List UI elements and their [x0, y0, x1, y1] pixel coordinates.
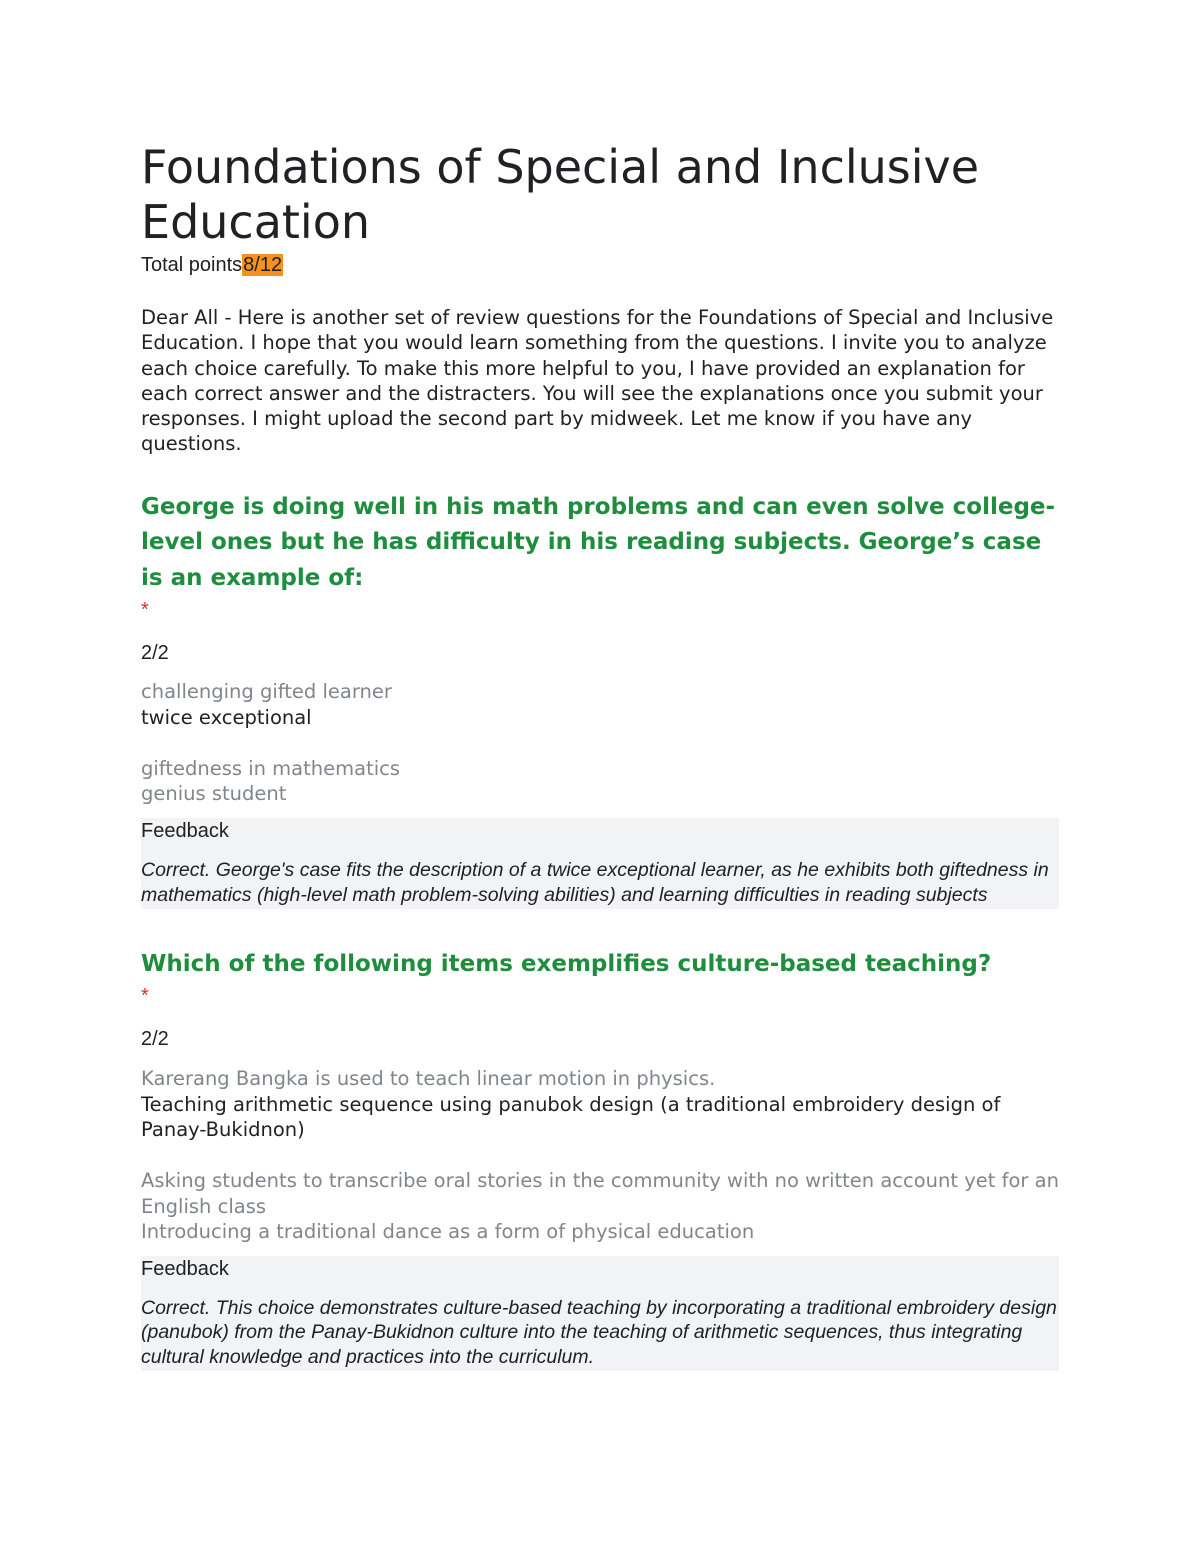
question-2-option-1[interactable]: Karerang Bangka is used to teach linear motion in physics.	[141, 1067, 716, 1091]
required-asterisk: *	[141, 599, 149, 622]
form-page	[141, 140, 1059, 1371]
question-2-feedback	[141, 1256, 1059, 1371]
form-description: Dear All - Here is another set of review questions for the Foundations of Special and Inclusive Education. I hope that you would learn something from the questions. I invite you to analyze each choice carefully. To make this more helpful to you, I have provided an explanation for each correct answer and the distracters. You will see the explanations once you submit your responses. I might upload the second part by midweek. Let me know if you have any questions.	[141, 306, 1054, 456]
question-1-option-1[interactable]: challenging gifted learner	[141, 680, 392, 704]
total-points-label: Total points	[141, 254, 243, 276]
total-points	[141, 253, 1059, 277]
question-1-feedback	[141, 818, 1059, 908]
feedback-text: Correct. This choice demonstrates culture-based teaching by incorporating a traditional embroidery design (panubok) from the Panay-Bukidnon culture into the teaching of arithmetic sequences, thus integrating cultural knowledge and practices into the curriculum.	[141, 1297, 1057, 1368]
question-1-option-4[interactable]: genius student	[141, 782, 287, 806]
form-title-line-1: Foundations of Special and Inclusive	[141, 140, 980, 194]
question-2-option-3[interactable]: Asking students to transcribe oral stories in the community with no written account yet for an English class	[141, 1169, 1059, 1218]
question-2-text: Which of the following items exemplifies culture-based teaching?	[141, 950, 992, 977]
question-1-text: George is doing well in his math problems and can even solve college-level ones but he has difficulty in his reading subjects. George’s case is an example of:	[141, 493, 1056, 591]
question-1-option-2-selected[interactable]: twice exceptional	[141, 705, 312, 729]
feedback-text: Correct. George's case fits the description of a twice exceptional learner, as he exhibits both giftedness in mathematics (high-level math problem-solving abilities) and learning difficulties in reading subjects	[141, 859, 1049, 906]
feedback-label: Feedback	[141, 820, 229, 843]
question-2-option-4[interactable]: Introducing a traditional dance as a form of physical education	[141, 1219, 755, 1243]
question-1-score: 2/2	[141, 642, 169, 665]
form-title-line-2: Education	[141, 195, 371, 249]
form-title	[141, 140, 1059, 250]
question-1	[141, 490, 1059, 909]
question-1-option-3[interactable]: giftedness in mathematics	[141, 756, 401, 780]
question-2-score: 2/2	[141, 1028, 169, 1051]
question-2	[141, 947, 1059, 1371]
required-asterisk: *	[141, 985, 149, 1008]
question-2-option-2-selected[interactable]: Teaching arithmetic sequence using panubok design (a traditional embroidery design of Panay-Bukidnon)	[141, 1092, 1001, 1141]
feedback-label: Feedback	[141, 1258, 229, 1281]
total-points-value: 8/12	[243, 254, 283, 276]
